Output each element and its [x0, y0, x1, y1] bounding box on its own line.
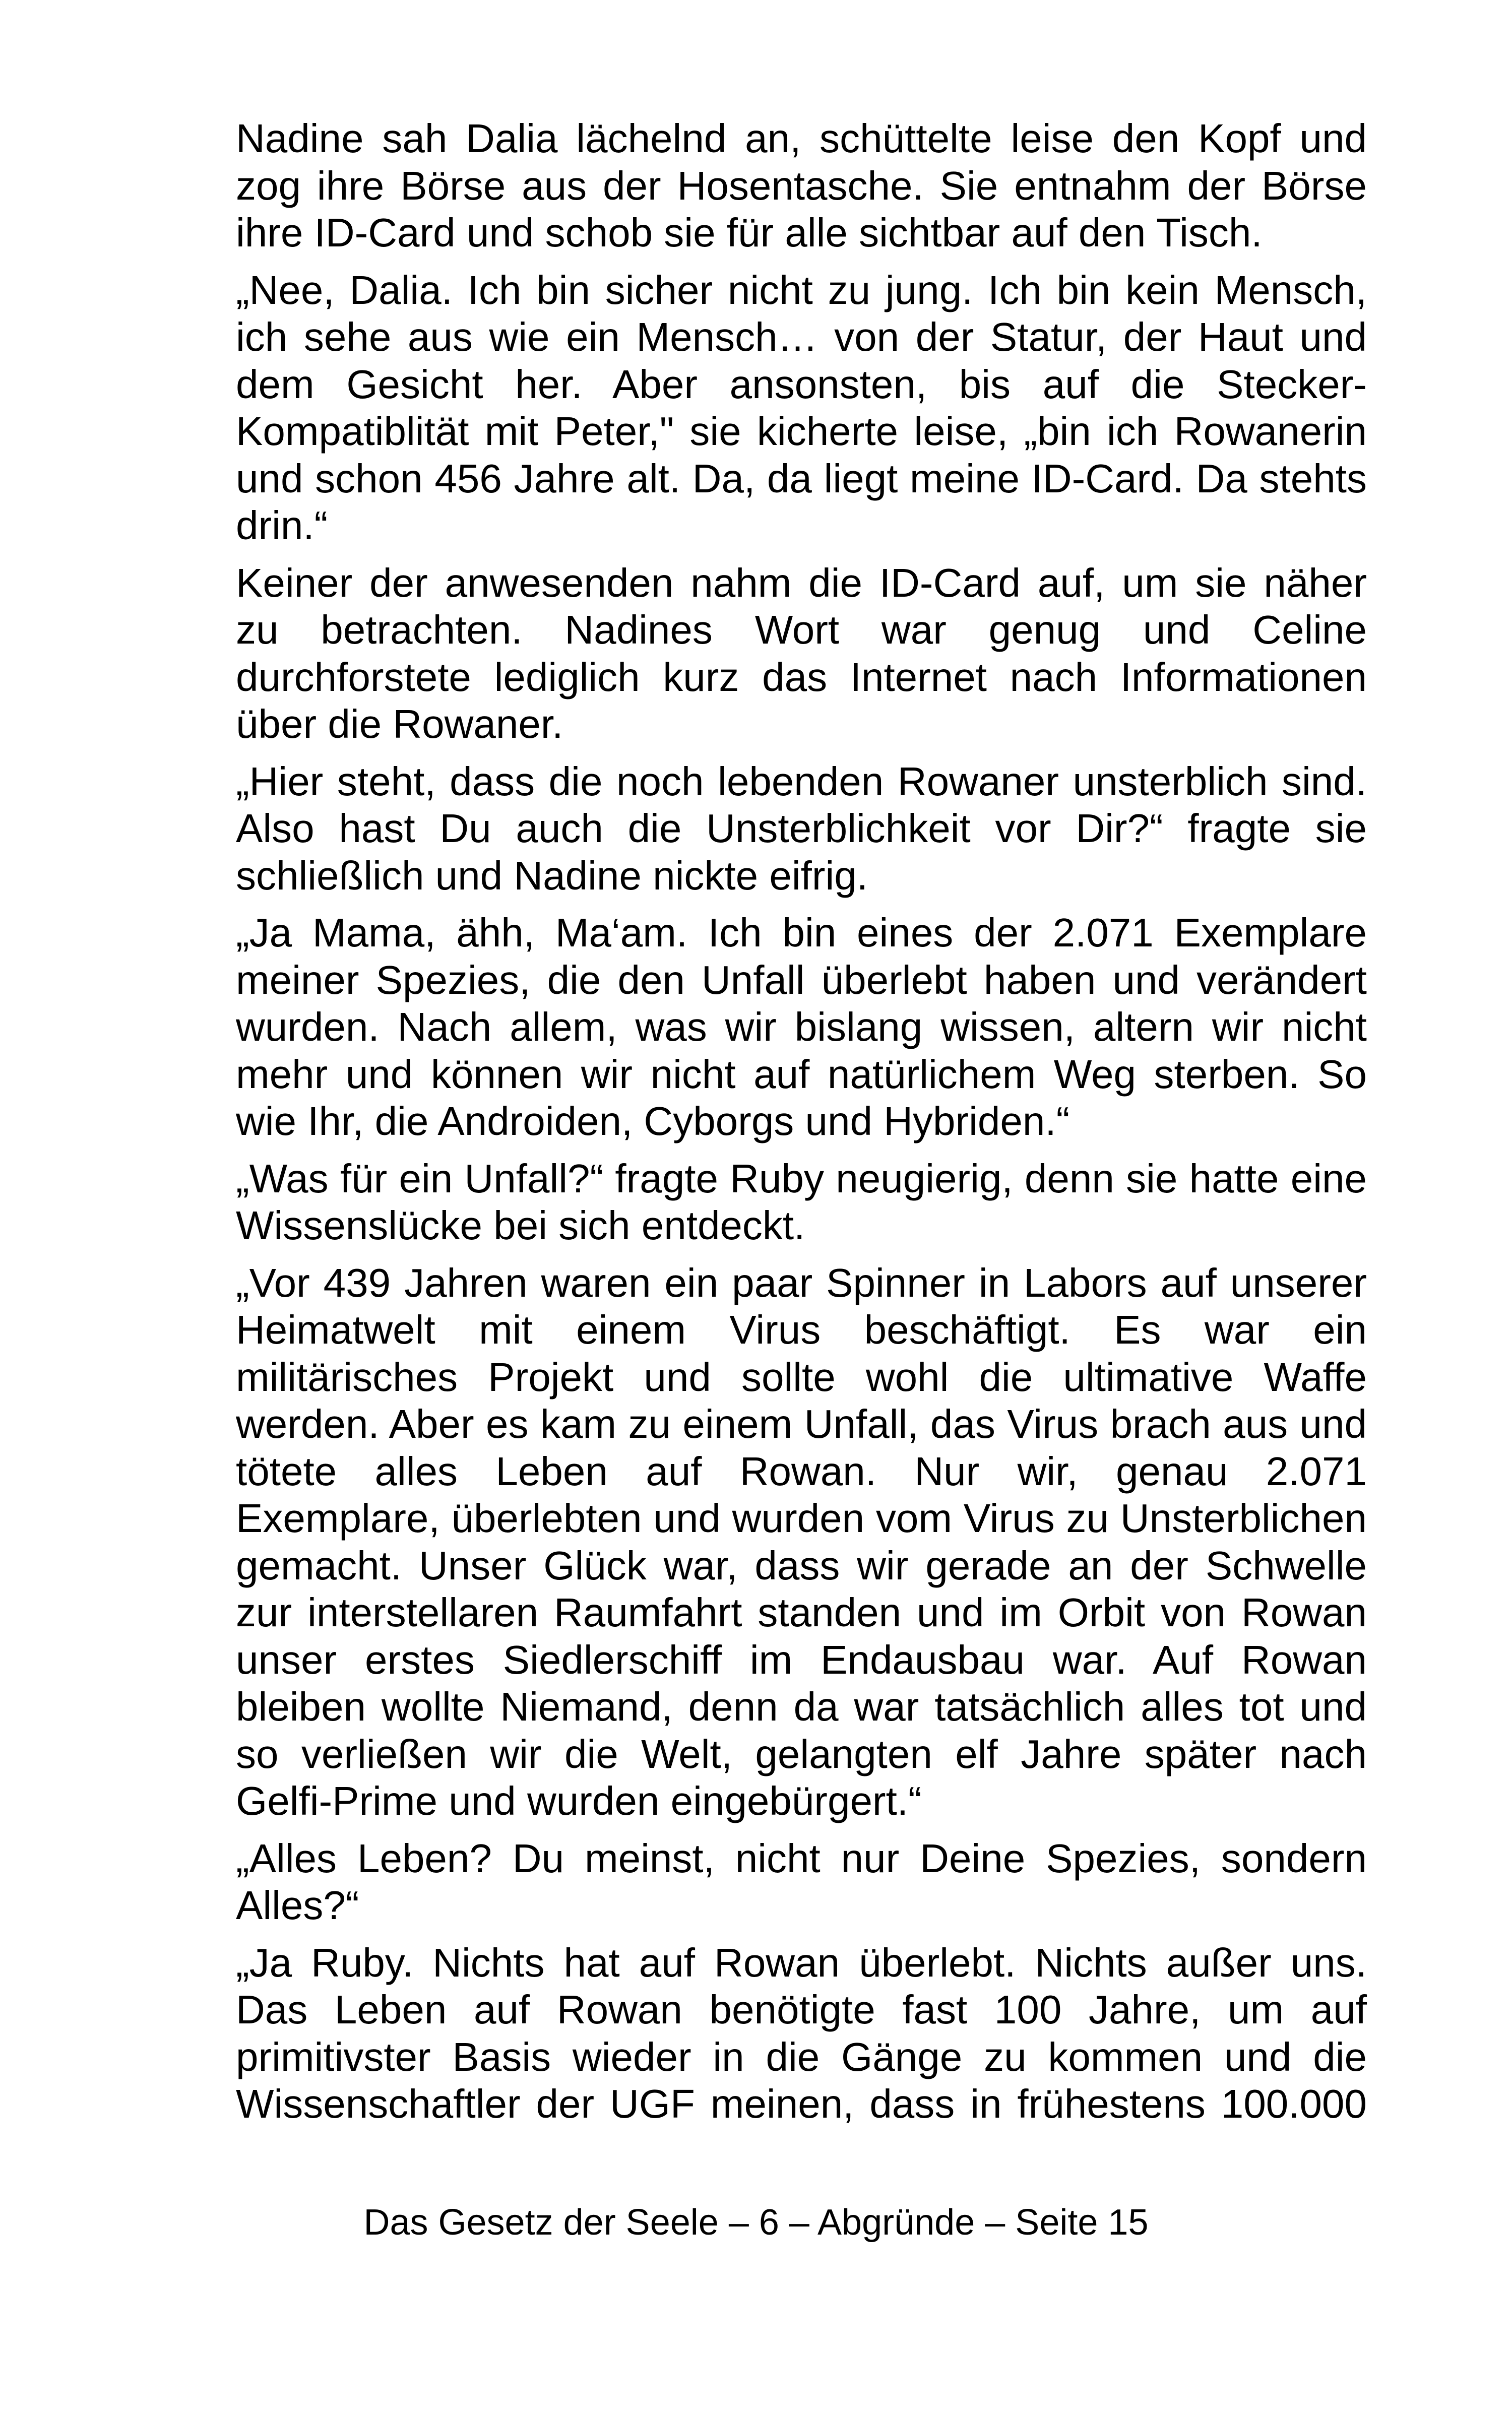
paragraph-7: „Vor 439 Jahren waren ein paar Spinner in Labors auf unserer Heimatwelt mit einem Virus beschäftigt. Es war ein militärisches Projekt und sollte wohl die ultimative Waffe werden. Aber es kam zu einem Unfall, das Virus brach aus und tötete alles Leben auf Rowan. Nur wir, genau 2.071 Exemplare, überlebten und wurden vom Virus zu Unsterblichen gemacht. Unser Glück war, dass wir gerade an der Schwelle zur interstellaren Raumfahrt standen und im Orbit von Rowan unser erstes Siedlerschiff im Endausbau war. Auf Rowan bleiben wollte Niemand, denn da war tatsächlich alles tot und so verließen wir die Welt, gelangten elf Jahre später nach Gelfi-Prime und wurden eingebürgert.“	[236, 1260, 1367, 1823]
page-body	[236, 115, 1367, 2138]
paragraph-8: „Alles Leben? Du meinst, nicht nur Deine Spezies, sondern Alles?“	[236, 1835, 1367, 1928]
paragraph-1: Nadine sah Dalia lächelnd an, schüttelte leise den Kopf und zog ihre Börse aus der Hosentasche. Sie entnahm der Börse ihre ID-Card und schob sie für alle sichtbar auf den Tisch.	[236, 116, 1367, 255]
paragraph-5: „Ja Mama, ähh, Ma‘am. Ich bin eines der 2.071 Exemplare meiner Spezies, die den Unfall überlebt haben und verändert wurden. Nach allem, was wir bislang wissen, altern wir nicht mehr und können wir nicht auf natürlichem Weg sterben. So wie Ihr, die Androiden, Cyborgs und Hybriden.“	[236, 910, 1367, 1143]
paragraph-3: Keiner der anwesenden nahm die ID-Card auf, um sie näher zu betrachten. Nadines Wort war genug und Celine durchforstete lediglich kurz das Internet nach Informationen über die Rowaner.	[236, 560, 1367, 746]
page-footer: Das Gesetz der Seele – 6 – Abgründe – Seite 15	[363, 2202, 1149, 2243]
paragraph-6: „Was für ein Unfall?“ fragte Ruby neugierig, denn sie hatte eine Wissenslücke bei sich entdeckt.	[236, 1156, 1367, 1248]
paragraph-2: „Nee, Dalia. Ich bin sicher nicht zu jung. Ich bin kein Mensch, ich sehe aus wie ein Mensch… von der Statur, der Haut und dem Gesicht her. Aber ansonsten, bis auf die Stecker-Kompatiblität mit Peter," sie kicherte leise, „bin ich Rowanerin und schon 456 Jahre alt. Da, da liegt meine ID-Card. Da stehts drin.“	[236, 267, 1367, 548]
paragraph-9: „Ja Ruby. Nichts hat auf Rowan überlebt. Nichts außer uns. Das Leben auf Rowan benötigte fast 100 Jahre, um auf primitivster Basis wieder in die Gänge zu kommen und die Wissenschaftler der UGF meinen, dass in frühestens 100.000	[236, 1940, 1367, 2126]
paragraph-4: „Hier steht, dass die noch lebenden Rowaner unsterblich sind. Also hast Du auch die Unsterblichkeit vor Dir?“ fragte sie schließlich und Nadine nickte eifrig.	[236, 758, 1367, 898]
